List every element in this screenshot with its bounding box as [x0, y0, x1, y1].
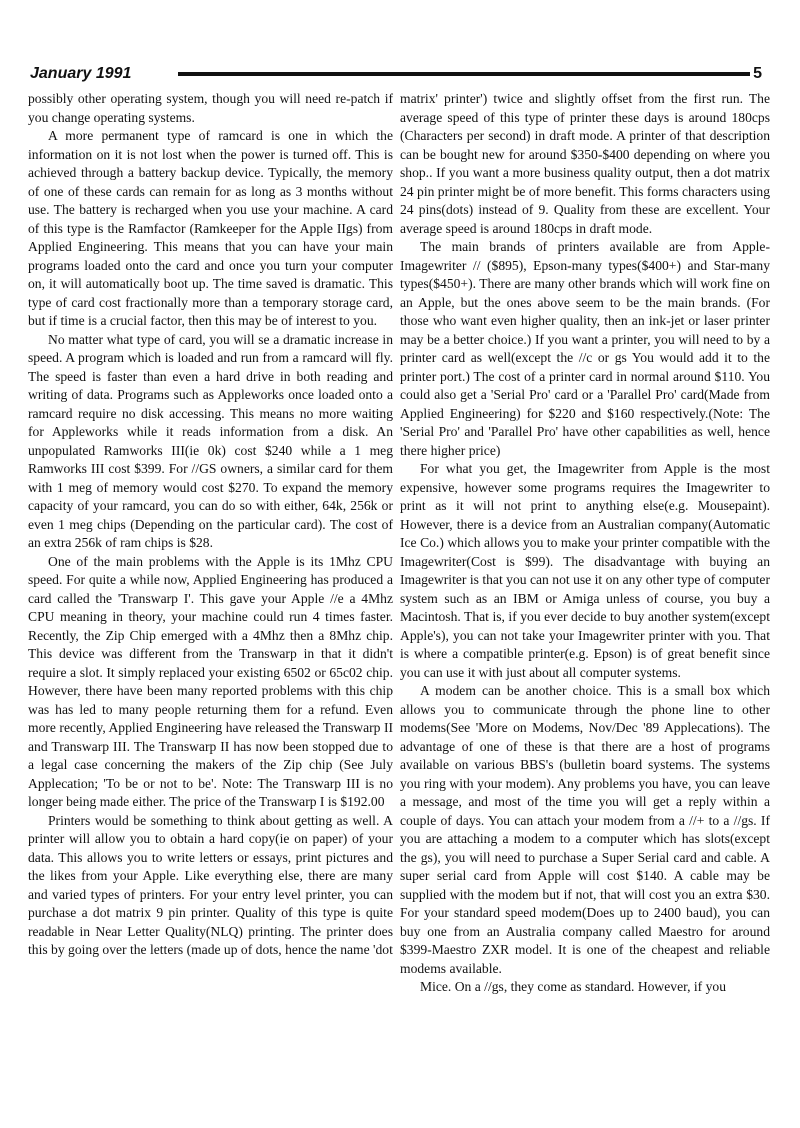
paragraph: Mice. On a //gs, they come as standard. However, if you	[420, 979, 726, 994]
right-column	[400, 90, 770, 997]
paragraph: For what you get, the Imagewriter from Apple is the most expensive, however some programs requires the Imagewriter to print as it will not print to anything else(e.g. Mousepaint). However, there is a device from an Australian company(Automatic Ice Co.) which allows you to make your printer compatible with the Imagewriter(Cost is $99). The disadvantage with buying an Imagewriter is that you can not use it on any other type of computer system such as an IBM or Amiga unless of course, you buy a Macintosh. That is, if you ever decide to buy another system(except Apple's), you can not take your Imagewriter printer with you. That is where a compatible printer(e.g. Epson) is of great benefit since you can use it with just about all computer systems.	[400, 461, 770, 680]
paragraph: One of the main problems with the Apple is its 1Mhz CPU speed. For quite a while now, Applied Engineering has produced a card called the 'Transwarp I'. This gave your Apple //e a 4Mhz CPU meaning in theory, your machine could run 4 times faster. Recently, the Zip Chip emerged with a 4Mhz then a 8Mhz chip. This device was different from the Transwarp in that it didn't require a slot. It simply replaced your existing 6502 or 65c02 chip. However, there have been many reported problems with this chip was has led to many people returning them for a refund. Even more recently, Applied Engineering have released the Transwarp II and Transwarp III. The Transwarp II has now been stopped due to a legal case concerning the makers of the Zip chip (See July Applecation; 'To be or not to be'. Note: The Transwarp III is no longer being made either. The price of the Transwarp I is $192.00	[28, 553, 393, 809]
issue-date: January 1991	[30, 65, 132, 82]
paragraph: possibly other operating system, though you will need re-patch if you change operating systems.	[28, 91, 393, 125]
paragraph: A more permanent type of ramcard is one in which the information on it is not lost when the power is turned off. This is achieved through a battery backup device. Typically, the memory of one of these cards can remain for as long as 3 months without use. The battery is recharged when you use your machine. A card of this type is the Ramfactor (Ramkeeper for the Apple IIgs) from Applied Engineering. This means that you can have your main programs loaded onto the card and once you turn your computer on, it will automatically boot up. The time saved is dramatic. This type of card cost fractionally more than a temporary storage card, but if time is a crucial factor, then this may be of interest to you.	[28, 128, 393, 328]
paragraph: No matter what type of card, you will se a dramatic increase in speed. A program which is loaded and run from a ramcard will fly. The speed is faster than even a hard drive in both reading and writing of data. Programs such as Appleworks once loaded onto a ramcard require no disk accessing. This means no more waiting for Appleworks while it reads information from a disk. An unpopulated Ramworks III(ie 0k) cost $240 while a 1 meg Ramworks III cost $399. For //GS owners, a similar card for them with 1 meg of memory would cost $270. To expand the memory capacity of your ramcard, you can do so with either, 64k, 256k or even 1 meg chips (Depending on the particular card). The cost of an extra 256k of ram chips is $28.	[28, 331, 393, 550]
page-number: 5	[753, 65, 762, 82]
left-column	[28, 90, 393, 960]
header-rule	[178, 72, 750, 76]
page-header	[30, 64, 762, 86]
paragraph: A modem can be another choice. This is a small box which allows you to communicate through the phone line to other modems(See 'More on Modems, Nov/Dec '89 Applecations). The advantage of one of these is that there are a host of programs available on various BBS's (bulletin board systems. The systems you ring with your modem). Any problems you have, you can leave a message, and most of the time you will get a reply within a couple of days. You can attach your modem from a //+ to a //gs. If you are attaching a modem to a computer which has slots(except the gs), you will need to purchase a Super Serial card and cable. A super serial card from Apple will cost $140. A cable may be supplied with the modem but if not, that will cost you an extra $30. For your standard speed modem(Does up to 2400 baud), you can buy one from an Australia company called Maestro for around $399-Maestro ZXR model. It is one of the cheapest and reliable modems available.	[400, 683, 770, 976]
paragraph: The main brands of printers available are from Apple-Imagewriter // ($895), Epson-many types($400+) and Star-many types($450+). There are many other brands which will work fine on an Apple, but the ones above seem to be the main brands. (For those who want even higher quality, then an ink-jet or laser printer may be a better choice.) If you want a printer, you will need to by a printer card as well(except the //c or gs You would add it to the printer port.) The cost of a printer card in normal around $110. You could also get a 'Serial Pro' card or a 'Parallel Pro' card(Made from Applied Engineering) for $220 and $160 respectively.(Note: The 'Serial Pro' and 'Parallel Pro' have other capabilities as well, hence there higher price)	[400, 239, 770, 458]
paragraph: Printers would be something to think about getting as well. A printer will allow you to obtain a hard copy(ie on paper) of your data. This allows you to write letters or essays, print pictures and the likes from your Apple. Like everything else, there are many and varied types of printers. For your entry level printer, you can purchase a dot matrix 9 pin printer. Quality of this type is quite readable in Near Letter Quality(NLQ) printing. The printer does this by going over the letters (made up of dots, hence the name 'dot	[28, 812, 393, 957]
paragraph: matrix' printer') twice and slightly offset from the first run. The average speed of this type of printer these days is around 180cps (Characters per second) in draft mode. A printer of that description can be bought new for around $350-$400 depending on where you shop.. If you want a more business quality output, then a dot matrix 24 pin printer might be of more benefit. This forms characters using 24 pins(dots) instead of 9. Quality from these are excellent. Your average speed is around 180cps in draft mode.	[400, 91, 770, 236]
